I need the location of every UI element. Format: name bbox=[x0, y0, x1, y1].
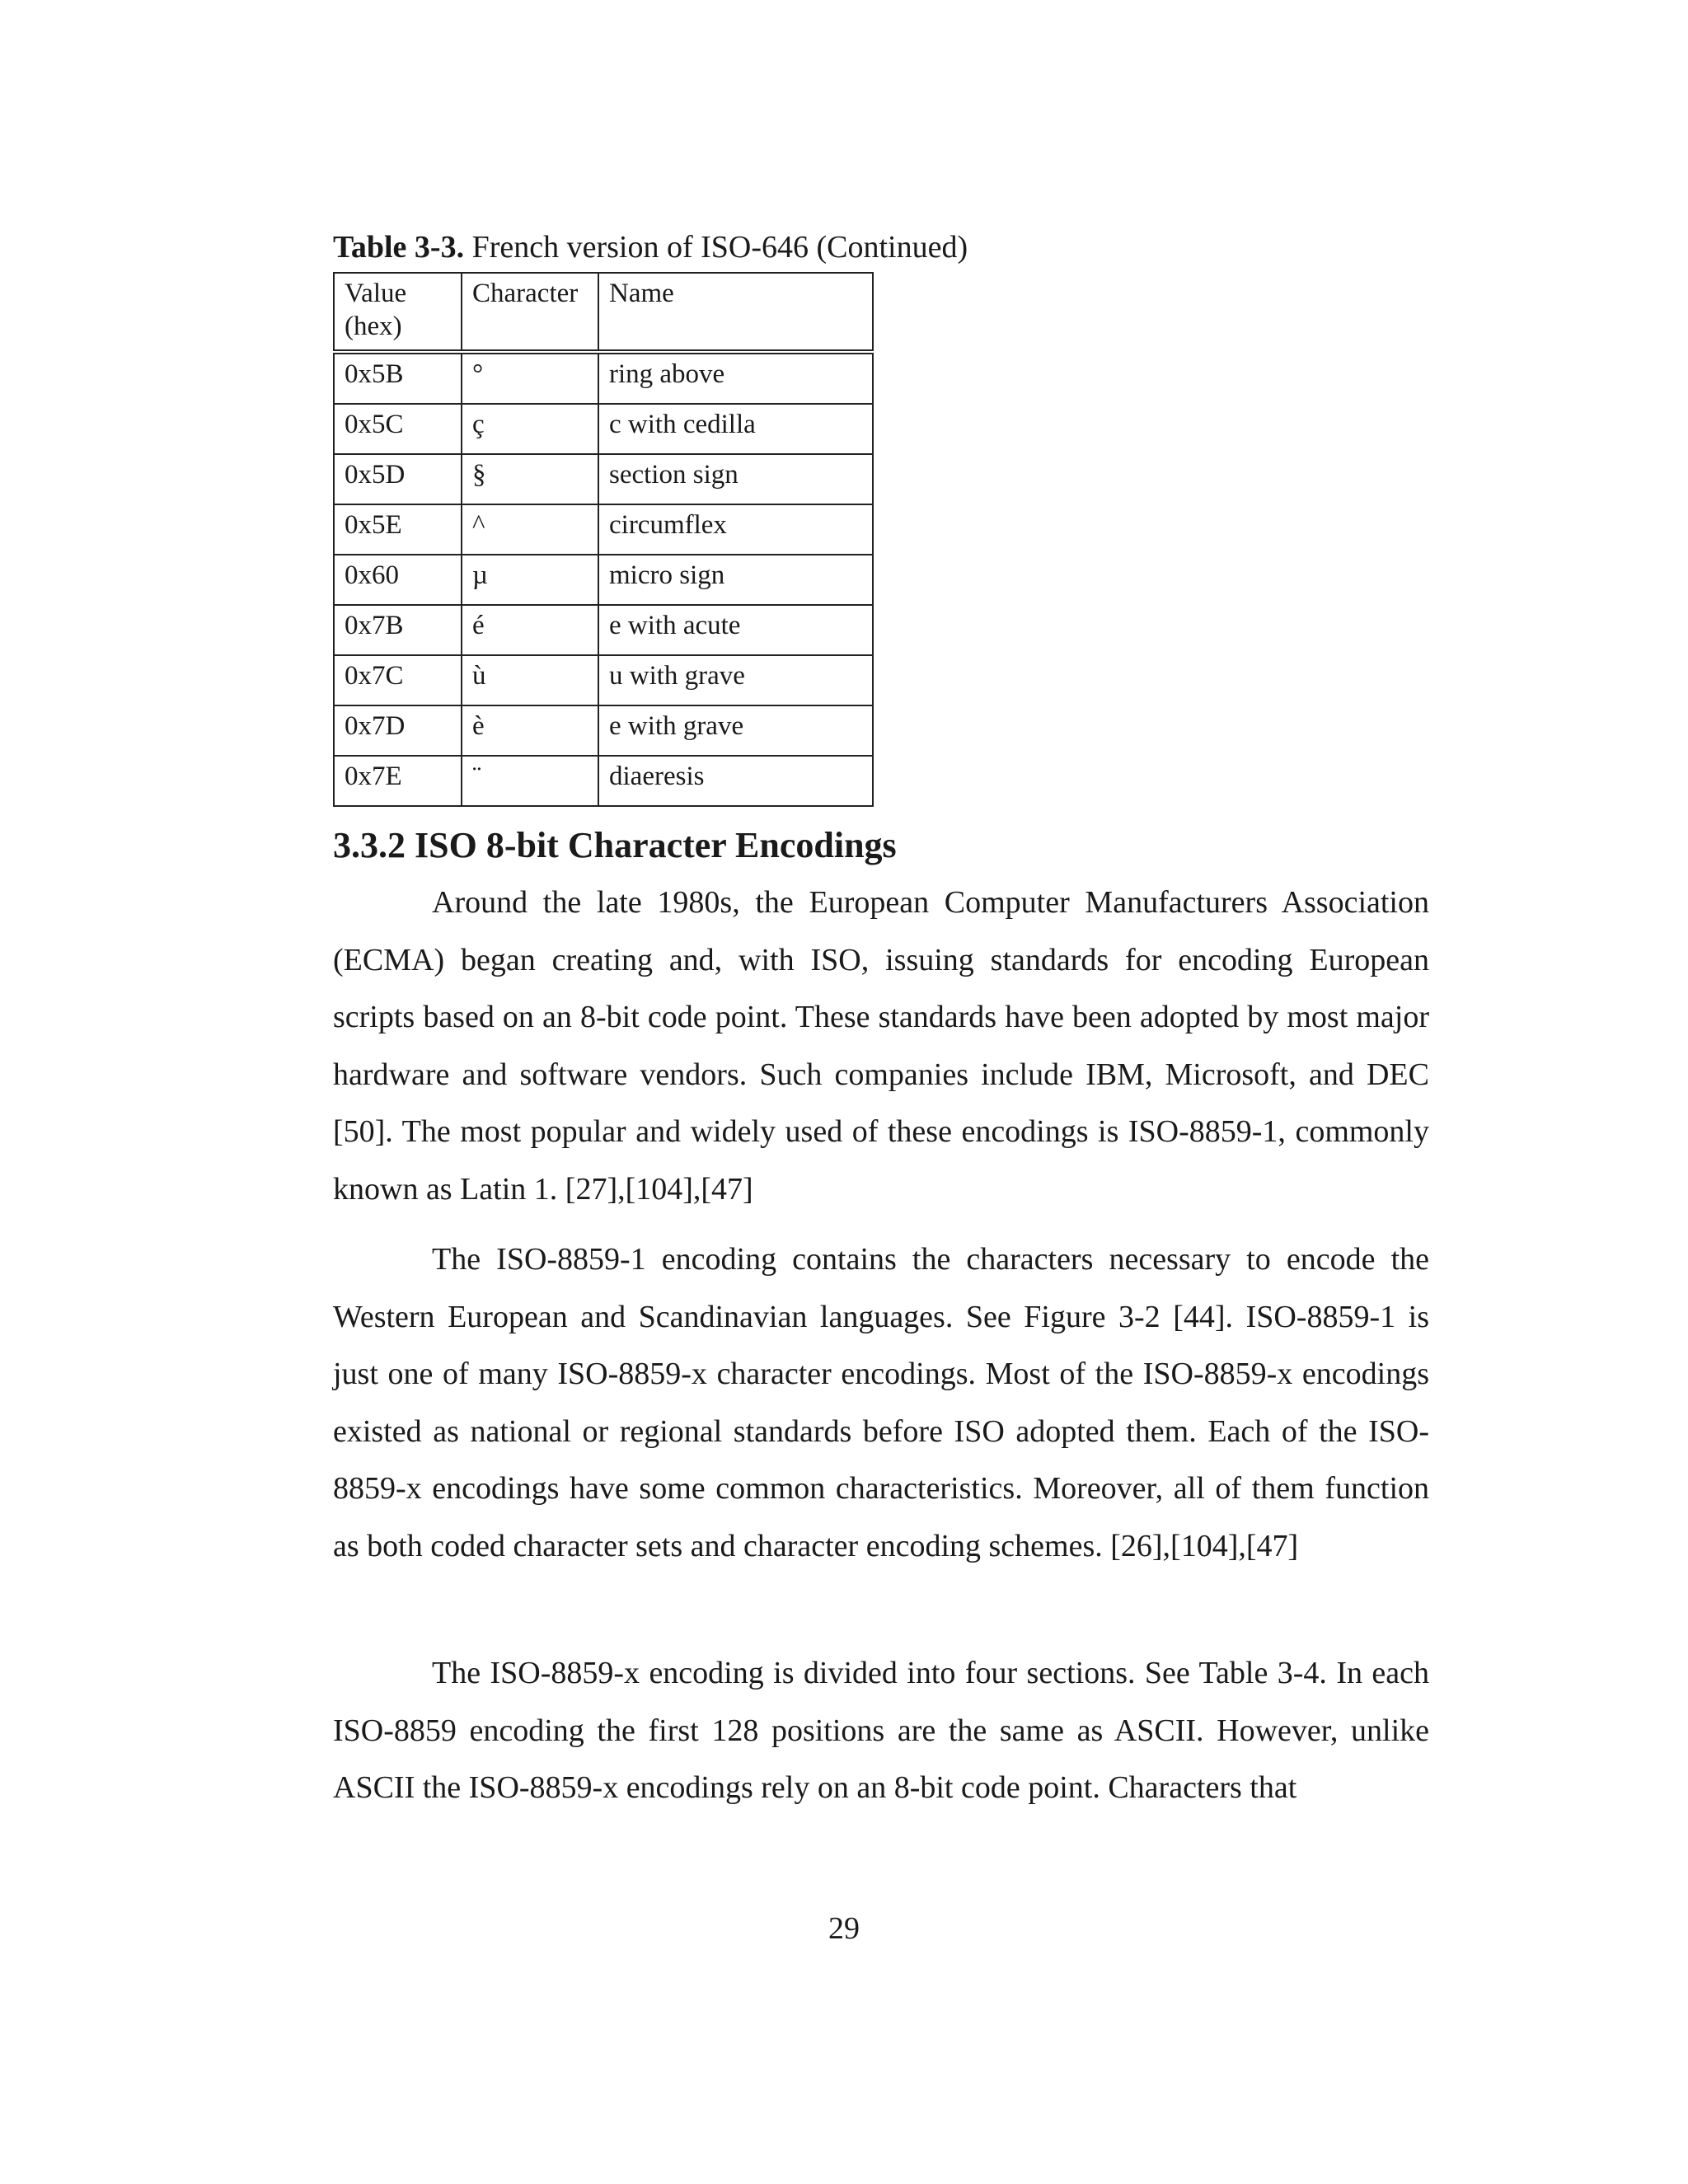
cell-name: circumflex bbox=[598, 504, 873, 555]
table-row bbox=[334, 504, 873, 555]
cell-value: 0x7C bbox=[334, 655, 462, 705]
column-header-name: Name bbox=[598, 273, 873, 352]
cell-character: ù bbox=[462, 655, 598, 705]
cell-value: 0x60 bbox=[334, 555, 462, 605]
table-row bbox=[334, 454, 873, 504]
cell-name: micro sign bbox=[598, 555, 873, 605]
cell-name: u with grave bbox=[598, 655, 873, 705]
body-paragraph-3: The ISO-8859-x encoding is divided into four sections. See Table 3-4. In each ISO-8859 encoding the first 128 positions are the same as ASCII. However, unlike ASCII the ISO-8859-x encodings rely on an 8-bit code point. Characters that bbox=[333, 1656, 1429, 1805]
section-heading: 3.3.2 ISO 8-bit Character Encodings bbox=[333, 825, 897, 865]
table-row bbox=[334, 352, 873, 404]
body-paragraph-2: The ISO-8859-1 encoding contains the characters necessary to encode the Western European and Scandinavian languages. See Figure 3-2 [44]. ISO-8859-1 is just one of many ISO-8859-x character encodings. Most of the ISO-8859-x encodings existed as national or regional standards before ISO adopted them. Each of the ISO-8859-x encodings have some common characteristics. Moreover, all of them function as both coded character sets and character encoding schemes. [26],[104],[47] bbox=[333, 1242, 1429, 1563]
cell-value: 0x5C bbox=[334, 404, 462, 454]
cell-value: 0x5B bbox=[334, 352, 462, 404]
cell-character: ç bbox=[462, 404, 598, 454]
cell-character: ^ bbox=[462, 504, 598, 555]
cell-value: 0x5E bbox=[334, 504, 462, 555]
cell-value: 0x7D bbox=[334, 705, 462, 756]
table-row bbox=[334, 555, 873, 605]
column-header-value bbox=[334, 273, 462, 352]
column-header-character: Character bbox=[462, 273, 598, 352]
table-row bbox=[334, 605, 873, 655]
cell-character: § bbox=[462, 454, 598, 504]
table-header-row bbox=[334, 273, 873, 352]
table-caption bbox=[333, 224, 968, 270]
table-caption-label: Table 3-3. bbox=[333, 230, 465, 265]
table-row bbox=[334, 655, 873, 705]
cell-character: é bbox=[462, 605, 598, 655]
cell-character: µ bbox=[462, 555, 598, 605]
body-paragraph-1: Around the late 1980s, the European Computer Manufacturers Association (ECMA) began creating and, with ISO, issuing standards for encoding European scripts based on an 8-bit code point. These standards have been adopted by most major hardware and software vendors. Such companies include IBM, Microsoft, and DEC [50]. The most popular and widely used of these encodings is ISO-8859-1, commonly known as Latin 1. [27],[104],[47] bbox=[333, 885, 1429, 1207]
table-row bbox=[334, 705, 873, 756]
cell-name: ring above bbox=[598, 352, 873, 404]
iso-646-french-table bbox=[333, 272, 874, 807]
cell-character: ¨ bbox=[462, 756, 598, 806]
cell-name: section sign bbox=[598, 454, 873, 504]
cell-name: e with acute bbox=[598, 605, 873, 655]
cell-value: 0x7B bbox=[334, 605, 462, 655]
cell-name: e with grave bbox=[598, 705, 873, 756]
cell-value: 0x5D bbox=[334, 454, 462, 504]
cell-value: 0x7E bbox=[334, 756, 462, 806]
page-number: 29 bbox=[828, 1911, 860, 1946]
column-header-value-line2: (hex) bbox=[345, 312, 402, 341]
table-row bbox=[334, 404, 873, 454]
cell-name: diaeresis bbox=[598, 756, 873, 806]
column-header-value-line1: Value bbox=[345, 279, 407, 308]
cell-character: è bbox=[462, 705, 598, 756]
table-caption-text: French version of ISO-646 (Continued) bbox=[471, 230, 968, 265]
cell-character: ° bbox=[462, 352, 598, 404]
table-row bbox=[334, 756, 873, 806]
cell-name: c with cedilla bbox=[598, 404, 873, 454]
